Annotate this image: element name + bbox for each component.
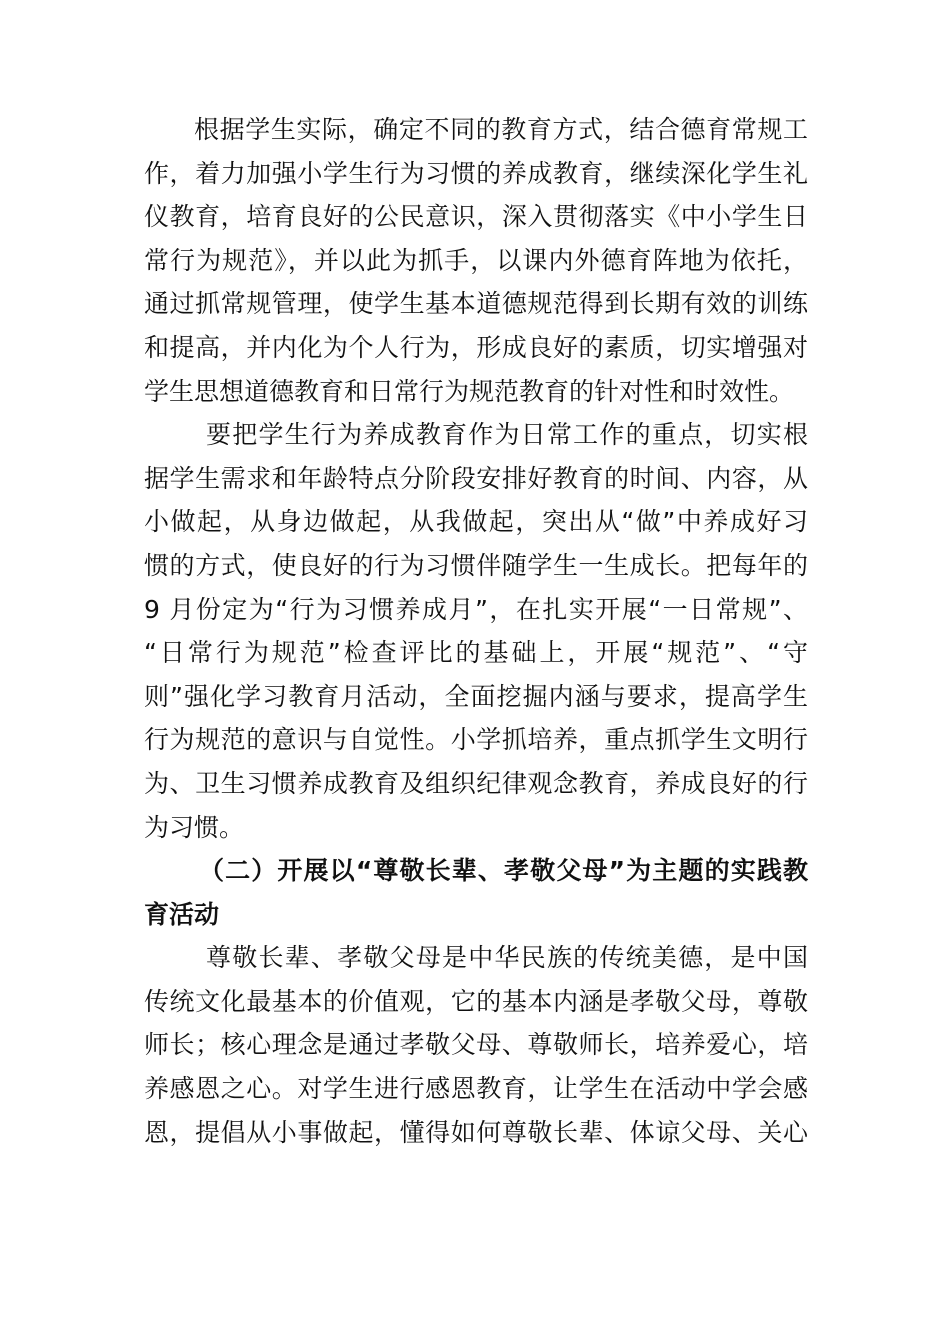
paragraph-line: 行为规范的意识与自觉性。小学抓培养，重点抓学生文明行 [144,725,808,755]
paragraph-line: 要把学生行为养成教育作为日常工作的重点，切实根 [206,420,808,450]
paragraph-line: 师长；核心理念是通过孝敬父母、尊敬师长，培养爱心，培 [144,1030,808,1060]
document-body [144,108,808,1154]
paragraph-habit-month [144,413,808,849]
paragraph-line: 则”强化学习教育月活动，全面挖掘内涵与要求，提高学生 [144,681,808,711]
paragraph-line: 传统文化最基本的价值观，它的基本内涵是孝敬父母，尊敬 [144,986,808,1016]
heading-line: 育活动 [144,899,220,929]
paragraph-behavior-habits [144,108,808,413]
paragraph-line: 根据学生实际，确定不同的教育方式，结合德育常规工 [194,115,808,144]
paragraph-respect-elders [144,936,808,1154]
paragraph-line: 为习惯。 [144,812,245,842]
paragraph-line: 为、卫生习惯养成教育及组织纪律观念教育，养成良好的行 [144,768,808,798]
paragraph-line: 小做起，从身边做起，从我做起，突出从“做”中养成好习 [144,507,808,537]
paragraph-line: 学生思想道德教育和日常行为规范教育的针对性和时效性。 [144,376,795,406]
paragraph-line: 常行为规范》，并以此为抓手，以课内外德育阵地为依托， [144,245,808,275]
paragraph-line: 惯的方式，使良好的行为习惯伴随学生一生成长。把每年的 [144,550,808,580]
paragraph-line: 和提高，并内化为个人行为，形成良好的素质，切实增强对 [144,332,808,362]
paragraph-line: 仪教育，培育良好的公民意识，深入贯彻落实《中小学生日 [144,202,808,232]
section-heading [144,849,808,936]
paragraph-line: 恩，提倡从小事做起，懂得如何尊敬长辈、体谅父母、关心 [144,1117,808,1147]
paragraph-line: 尊敬长辈、孝敬父母是中华民族的传统美德，是中国 [206,943,808,973]
paragraph-line: 通过抓常规管理，使学生基本道德规范得到长期有效的训练 [144,289,808,319]
paragraph-line: 9 月份定为“行为习惯养成月”，在扎实开展“一日常规”、 [144,594,808,624]
heading-line: （二）开展以“尊敬长辈、孝敬父母”为主题的实践教 [199,856,808,886]
paragraph-line: “日常行为规范”检查评比的基础上，开展“规范”、“守 [144,638,808,668]
paragraph-line: 养感恩之心。对学生进行感恩教育，让学生在活动中学会感 [144,1074,808,1104]
paragraph-line: 作，着力加强小学生行为习惯的养成教育，继续深化学生礼 [144,158,808,188]
paragraph-line: 据学生需求和年龄特点分阶段安排好教育的时间、内容，从 [144,463,808,493]
